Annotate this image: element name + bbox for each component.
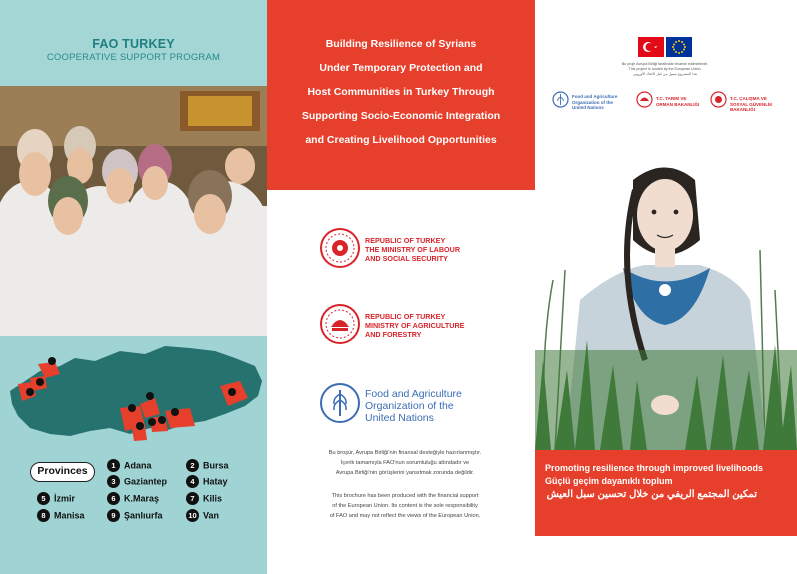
partner-line: United Nations xyxy=(572,105,604,110)
province-name: Van xyxy=(203,510,220,521)
turkey-flag-icon xyxy=(638,37,664,57)
province-number: 9 xyxy=(107,509,120,522)
province-number: 7 xyxy=(186,492,199,505)
province-item xyxy=(186,458,229,472)
eu-funding-caption xyxy=(620,62,710,77)
heading-line: Under Temporary Protection and xyxy=(319,62,483,74)
partner-line: SOSYAL GÜVENLİK BAKANLIĞI xyxy=(730,101,773,112)
logo-line: Organization of the xyxy=(365,400,454,412)
eu-caption-line: Bu proje Avrupa Birliği tarafından finanse edilmektedir. xyxy=(621,62,709,66)
province-item xyxy=(107,474,167,488)
eu-flag-icon xyxy=(666,37,692,57)
province-name: Kilis xyxy=(203,493,223,504)
province-item xyxy=(186,474,228,488)
agriculture-ministry-small-emblem-icon xyxy=(636,91,653,108)
disclaimer-line: İçerik tamamıyla FAO'nun sorumluluğu altındadır ve xyxy=(340,460,470,466)
province-item xyxy=(186,491,222,505)
province-name: K.Maraş xyxy=(124,493,160,504)
disclaimer-line: of the European Union. Its content is the sole responsibility xyxy=(332,503,478,509)
labour-ministry-logo xyxy=(319,227,519,271)
province-number: 2 xyxy=(186,459,199,472)
partner-line: T.C. TARIM VE xyxy=(656,96,687,101)
left-panel xyxy=(0,0,267,574)
logo-line: REPUBLIC OF TURKEY xyxy=(365,312,446,321)
heading-line: Host Communities in Turkey Through xyxy=(307,86,495,98)
partner-logos-block xyxy=(535,0,797,150)
province-item xyxy=(107,508,163,522)
logo-line: MINISTRY OF AGRICULTURE xyxy=(365,321,465,330)
partner-line: Organization of the xyxy=(572,99,613,105)
heading-line: Supporting Socio-Economic Integration xyxy=(301,110,501,122)
provinces-title: Provinces xyxy=(30,462,95,482)
right-panel xyxy=(535,0,797,574)
province-name: Manisa xyxy=(54,510,85,521)
labour-ministry-small-emblem-icon xyxy=(710,91,727,108)
logo-line: AND FORESTRY xyxy=(365,330,422,339)
caption-block xyxy=(535,450,797,536)
partner-line: ORMAN BAKANLIĞI xyxy=(656,101,700,107)
labour-ministry-emblem-icon xyxy=(319,227,361,269)
heading-line: Building Resilience of Syrians xyxy=(325,38,477,50)
disclaimer-line: Bu broşür, Avrupa Birliği'nin finansal desteğiyle hazırlanmıştır. xyxy=(328,450,482,456)
turkey-province-map xyxy=(0,336,267,446)
province-name: Şanlıurfa xyxy=(124,510,163,521)
province-name: Hatay xyxy=(203,476,228,487)
program-subtitle: COOPERATIVE SUPPORT PROGRAM xyxy=(46,52,221,63)
map-region-sanliurfa xyxy=(165,408,195,428)
province-number: 5 xyxy=(37,492,50,505)
heading-line: and Creating Livelihood Opportunities xyxy=(305,134,497,146)
province-name: İzmir xyxy=(54,493,76,504)
women-cooperative-photo xyxy=(0,86,267,336)
disclaimer-english xyxy=(305,491,505,521)
province-number: 6 xyxy=(107,492,120,505)
province-item xyxy=(107,491,159,505)
partner-agriculture-text xyxy=(656,96,699,107)
eu-caption-line: This project is funded by the European Union. xyxy=(628,67,702,71)
partner-labour-text xyxy=(730,96,797,113)
province-item xyxy=(186,508,219,522)
program-title: FAO TURKEY xyxy=(92,37,175,51)
logo-line: United Nations xyxy=(365,412,434,424)
provinces-legend xyxy=(0,455,267,535)
province-name: Adana xyxy=(124,460,152,471)
logo-line: AND SOCIAL SECURITY xyxy=(365,254,448,263)
fao-logo xyxy=(319,382,519,426)
province-name: Bursa xyxy=(203,460,229,471)
agriculture-ministry-emblem-icon xyxy=(319,303,361,345)
disclaimer-line: Avrupa Birliği'nin görüşlerini yansıtmak zorunda değildir. xyxy=(335,470,475,476)
fao-emblem-icon xyxy=(319,382,361,424)
disclaimer-turkish xyxy=(305,448,505,478)
logo-line: Food and Agriculture xyxy=(365,388,462,400)
partner-line: T.C. ÇALIŞMA VE xyxy=(730,96,767,101)
disclaimer-line: This brochure has been produced with the financial support xyxy=(331,493,479,499)
farmer-woman-illustration xyxy=(535,150,797,450)
province-item xyxy=(107,458,152,472)
eu-caption-line: هذا المشروع ممول من قبل الاتحاد الأوروبي xyxy=(633,72,697,76)
province-number: 3 xyxy=(107,475,120,488)
fao-small-emblem-icon xyxy=(552,91,569,108)
heading-block xyxy=(267,0,535,190)
caption-arabic: تمكين المجتمع الريفي من خلال تحسين سبل العيش xyxy=(546,489,757,500)
middle-panel xyxy=(267,0,535,574)
left-header xyxy=(0,0,267,86)
province-item xyxy=(37,508,85,522)
logo-line: THE MINISTRY OF LABOUR xyxy=(365,245,461,254)
province-number: 8 xyxy=(37,509,50,522)
logo-line: REPUBLIC OF TURKEY xyxy=(365,236,446,245)
province-number: 1 xyxy=(107,459,120,472)
partner-fao-text xyxy=(572,94,617,111)
province-number: 4 xyxy=(186,475,199,488)
province-item xyxy=(37,491,75,505)
province-name: Gaziantep xyxy=(124,476,168,487)
partner-line: Food and Agriculture xyxy=(572,94,618,99)
caption-turkish: Güçlü geçim dayanıklı toplum xyxy=(545,476,673,486)
caption-english: Promoting resilience through improved livelihoods xyxy=(545,463,764,473)
province-number: 10 xyxy=(186,509,199,522)
agriculture-ministry-logo xyxy=(319,303,519,347)
disclaimer-line: of FAO and may not reflect the views of the European Union. xyxy=(329,513,481,519)
